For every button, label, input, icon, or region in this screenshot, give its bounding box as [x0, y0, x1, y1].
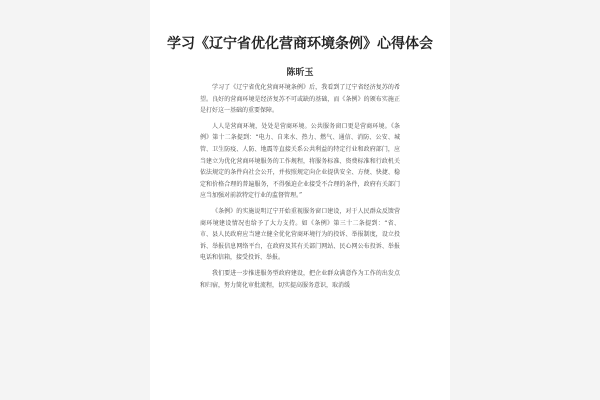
document-body — [200, 82, 400, 291]
paragraph: 《条例》的实施说明辽宁开始重视服务窗口建设，对于人民群众反馈营商环境建设情况也给予了大力支持。如《条例》第三十二条提到：“省、市、县人民政府应当建立健全优化营商环境行为的投诉、举报制度，设立投诉、举报信息网络平台，在政府及其有关部门网站、民心网公布投诉、举报电话和信箱，接受投诉、举报。 — [200, 207, 400, 262]
paragraph: 人人是营商环境，处处是营商环境。公共服务窗口更是营商环境。《条例》第十二条提到：“电力、自来水、热力、燃气、通信、消防、公安、城管、卫生防疫、人防、地震等直接关系公共利益的特定行业和政府部门，应当建立为优化营商环境服务的工作规程，将服务标准、资费标准和行政机关依法规定的条件向社会公开，并按照规定向企业提供安全、方便、快捷、稳定和价格合理的普遍服务，不得强迫企业接受不合理的条件，政府有关部门应当加强对前款特定行业的监督管理。” — [200, 122, 400, 200]
document-author: 陈昕玉 — [286, 68, 314, 78]
paragraph: 学习了《辽宁省优化营商环境条例》后，我看到了辽宁省经济复苏的希望。良好的营商环境是经济复苏不可或缺的基础，而《条例》的颁布实施正是打好这一基础的重要保障。 — [200, 84, 400, 115]
document-title: 学习《辽宁省优化营商环境条例》心得体会 — [167, 36, 433, 52]
document-page — [150, 0, 450, 400]
paragraph: 我们要进一步推进服务型政府建设，把企业群众满意作为工作的出发点和归宿，努力简化审批流程，切实提高服务意识，取消缓 — [200, 269, 400, 289]
